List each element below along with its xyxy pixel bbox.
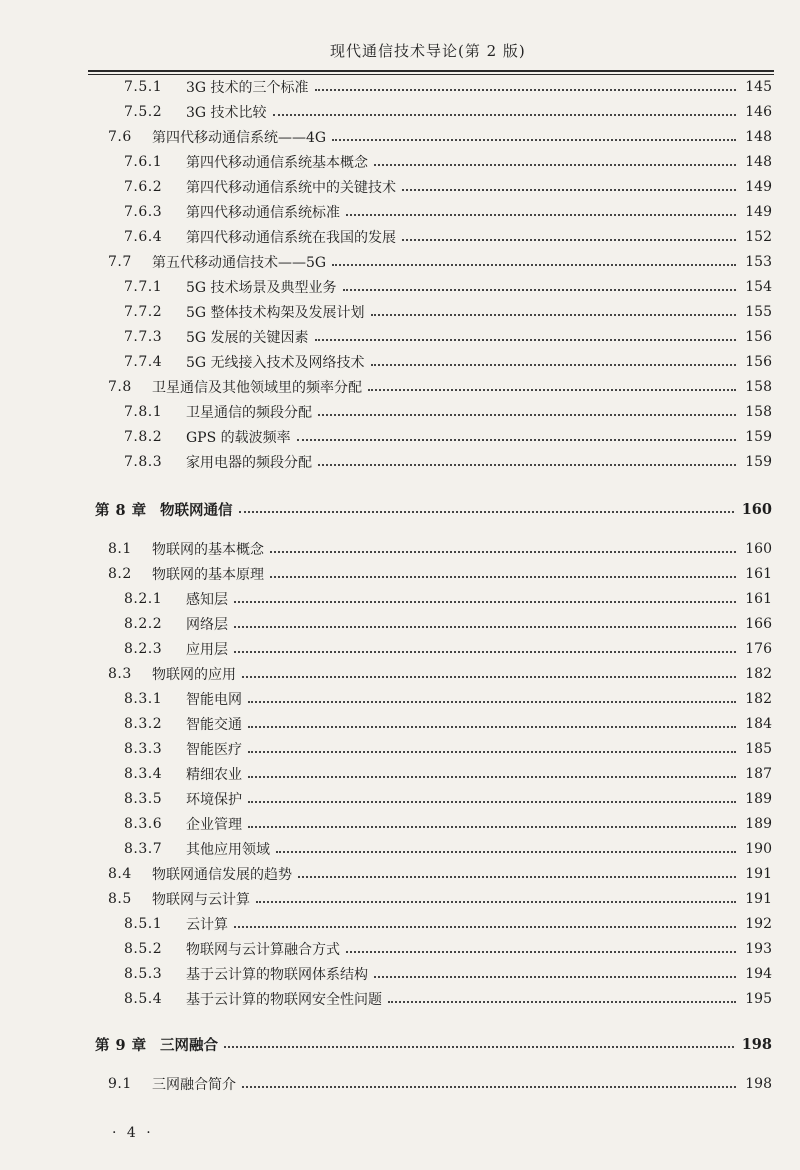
toc-entry-number: 7.7.3 (124, 329, 163, 345)
toc-leader-dots (234, 626, 736, 628)
toc-leader-dots (371, 364, 736, 366)
toc-leader-dots (332, 264, 736, 266)
toc-entry-page: 185 (745, 741, 772, 757)
toc-entry-title: 智能交通 (186, 717, 242, 733)
toc-leader-dots (242, 1086, 736, 1088)
toc-entry-page: 182 (745, 666, 772, 682)
toc-entry (108, 863, 772, 885)
toc-leader-dots (318, 464, 736, 466)
toc-leader-dots (242, 676, 736, 678)
toc-chapter-entry (95, 1033, 772, 1055)
toc-entry (124, 176, 772, 198)
toc-entry (124, 688, 772, 710)
toc-entry-title: 卫星通信的频段分配 (186, 405, 312, 421)
toc-entry-title: 企业管理 (186, 817, 242, 833)
toc-entry-page: 192 (745, 916, 772, 932)
toc-entry-number: 7.7.4 (124, 354, 163, 370)
toc-leader-dots (371, 314, 736, 316)
toc-entry-page: 149 (745, 204, 772, 220)
toc-entry-page: 166 (745, 616, 772, 632)
toc-leader-dots (402, 239, 736, 241)
toc-entry-page: 187 (745, 766, 772, 782)
toc-entry-number: 7.6 (108, 129, 132, 145)
toc-entry (124, 426, 772, 448)
toc-leader-dots (402, 189, 736, 191)
toc-entry-page: 161 (745, 591, 772, 607)
toc-entry-page: 160 (745, 541, 772, 557)
toc-entry-number: 8.5.4 (124, 991, 163, 1007)
toc-entry-page: 154 (745, 279, 772, 295)
toc-leader-dots (318, 414, 736, 416)
toc-entry (124, 276, 772, 298)
toc-entry-number: 8.1 (108, 541, 132, 557)
toc-leader-dots (298, 876, 736, 878)
toc-leader-dots (297, 439, 736, 441)
toc-entry-number: 8.3.2 (124, 716, 163, 732)
toc-entry (124, 988, 772, 1010)
toc-entry-page: 149 (745, 179, 772, 195)
toc-entry-page: 198 (741, 1035, 772, 1053)
toc-entry (124, 326, 772, 348)
toc-entry-title: 智能电网 (186, 692, 242, 708)
toc-entry-title: 5G 发展的关键因素 (186, 330, 309, 346)
toc-leader-dots (332, 139, 736, 141)
toc-entry-page: 152 (745, 229, 772, 245)
toc-entry-page: 160 (741, 500, 772, 518)
toc-entry-title: 3G 技术比较 (186, 105, 267, 121)
toc-entry-title: 环境保护 (186, 792, 242, 808)
toc-entry (108, 538, 772, 560)
toc-entry-page: 176 (745, 641, 772, 657)
toc-entry-number: 7.6.2 (124, 179, 163, 195)
toc-entry-title: 精细农业 (186, 767, 242, 783)
toc-entry (108, 126, 772, 148)
toc-entry-number: 8.5.1 (124, 916, 163, 932)
toc-entry-title: 第四代移动通信系统——4G (152, 130, 327, 146)
toc-entry-number: 8.2.2 (124, 616, 163, 632)
toc-entry (124, 913, 772, 935)
toc-entry (124, 226, 772, 248)
toc-entry-number: 第 9 章 (95, 1036, 147, 1054)
toc-entry-title: 5G 整体技术构架及发展计划 (186, 305, 365, 321)
toc-leader-dots (248, 701, 736, 703)
toc-leader-dots (346, 214, 736, 216)
toc-entry-number: 9.1 (108, 1076, 132, 1092)
toc-entry-page: 156 (745, 354, 772, 370)
toc-leader-dots (224, 1046, 734, 1048)
toc-entry-page: 159 (745, 429, 772, 445)
toc-entry-number: 8.5.3 (124, 966, 163, 982)
toc-entry-title: 感知层 (186, 592, 228, 608)
toc-entry-number: 7.8 (108, 379, 132, 395)
toc-entry (124, 638, 772, 660)
toc-entry-number: 8.3.4 (124, 766, 163, 782)
toc-entry-title: 物联网与云计算 (152, 892, 250, 908)
toc-entry-title: 物联网与云计算融合方式 (186, 942, 340, 958)
header-rule-thick (88, 70, 774, 72)
toc-entry-title: 物联网的应用 (152, 667, 236, 683)
toc-leader-dots (343, 289, 736, 291)
toc-entry-number: 7.5.2 (124, 104, 163, 120)
toc-entry-title: 其他应用领域 (186, 842, 270, 858)
toc-entry-title: 三网融合 (160, 1036, 218, 1054)
toc-entry-page: 195 (745, 991, 772, 1007)
toc-entry-number: 7.5.1 (124, 79, 163, 95)
toc-entry (108, 663, 772, 685)
toc-entry-page: 156 (745, 329, 772, 345)
toc-leader-dots (234, 651, 736, 653)
toc-entry-page: 158 (745, 404, 772, 420)
toc-leader-dots (374, 164, 736, 166)
toc-entry (124, 151, 772, 173)
toc-entry-number: 7.8.2 (124, 429, 163, 445)
toc-entry-number: 8.2.3 (124, 641, 163, 657)
toc-leader-dots (270, 551, 736, 553)
toc-entry-title: 卫星通信及其他领域里的频率分配 (152, 380, 362, 396)
toc-entry (124, 838, 772, 860)
toc-entry (124, 401, 772, 423)
toc-entry-title: 3G 技术的三个标准 (186, 80, 309, 96)
toc-entry-number: 7.6.1 (124, 154, 163, 170)
toc-entry-number: 7.8.1 (124, 404, 163, 420)
toc-leader-dots (315, 339, 736, 341)
toc-leader-dots (248, 776, 736, 778)
toc-entry (108, 563, 772, 585)
toc-leader-dots (239, 511, 734, 513)
toc-entry-number: 8.2.1 (124, 591, 163, 607)
toc-leader-dots (374, 976, 736, 978)
toc-entry (124, 788, 772, 810)
toc-entry-page: 158 (745, 379, 772, 395)
toc-entry-number: 8.2 (108, 566, 132, 582)
toc-leader-dots (256, 901, 736, 903)
toc-entry-number: 7.8.3 (124, 454, 163, 470)
toc-entry (124, 813, 772, 835)
toc-entry-page: 189 (745, 791, 772, 807)
toc-entry-number: 7.6.3 (124, 204, 163, 220)
toc-entry-number: 8.5 (108, 891, 132, 907)
toc-entry-page: 190 (745, 841, 772, 857)
toc-entry-page: 146 (745, 104, 772, 120)
toc-entry (124, 588, 772, 610)
toc-entry (124, 938, 772, 960)
toc-entry (124, 713, 772, 735)
toc-entry (124, 351, 772, 373)
toc-entry-page: 191 (745, 866, 772, 882)
toc-entry-title: 物联网通信 (160, 501, 233, 519)
toc-entry-page: 184 (745, 716, 772, 732)
toc-entry-title: 第四代移动通信系统中的关键技术 (186, 180, 396, 196)
toc-entry-title: 应用层 (186, 642, 228, 658)
toc-entry-title: 5G 无线接入技术及网络技术 (186, 355, 365, 371)
toc-entry-number: 7.7 (108, 254, 132, 270)
toc-entry-title: 三网融合简介 (152, 1077, 236, 1093)
toc-entry-number: 7.6.4 (124, 229, 163, 245)
toc-entry-title: 云计算 (186, 917, 228, 933)
toc-leader-dots (234, 926, 736, 928)
toc-entry-title: 物联网的基本原理 (152, 567, 264, 583)
toc-entry-page: 159 (745, 454, 772, 470)
toc-entry-page: 153 (745, 254, 772, 270)
toc-entry-title: 基于云计算的物联网体系结构 (186, 967, 368, 983)
toc-entry-title: 第四代移动通信系统在我国的发展 (186, 230, 396, 246)
toc-entry-page: 182 (745, 691, 772, 707)
toc-entry-page: 148 (745, 154, 772, 170)
toc-entry-title: 家用电器的频段分配 (186, 455, 312, 471)
toc-entry-title: 物联网通信发展的趋势 (152, 867, 292, 883)
toc-leader-dots (248, 751, 736, 753)
toc-leader-dots (368, 389, 736, 391)
toc-entry-title: 第五代移动通信技术——5G (152, 255, 327, 271)
toc-entry (124, 301, 772, 323)
toc-leader-dots (248, 726, 736, 728)
header-title: 现代通信技术导论(第 2 版) (330, 42, 526, 60)
toc-entry-number: 8.3.7 (124, 841, 163, 857)
toc-leader-dots (248, 826, 736, 828)
toc-entry (124, 763, 772, 785)
toc-entry-number: 7.7.1 (124, 279, 163, 295)
toc-entry (108, 251, 772, 273)
toc-leader-dots (248, 801, 736, 803)
toc-entry-page: 161 (745, 566, 772, 582)
toc-leader-dots (388, 1001, 736, 1003)
toc-entry-page: 148 (745, 129, 772, 145)
toc-chapter-entry (95, 498, 772, 520)
toc-entry (124, 963, 772, 985)
toc-entry (124, 451, 772, 473)
header-rule-thin (88, 74, 774, 75)
toc-entry-page: 189 (745, 816, 772, 832)
toc-entry-number: 8.3 (108, 666, 132, 682)
toc-entry-page: 198 (745, 1076, 772, 1092)
toc-leader-dots (346, 951, 736, 953)
toc-entry (124, 101, 772, 123)
page-number: · 4 · (112, 1125, 154, 1141)
toc-entry-title: 智能医疗 (186, 742, 242, 758)
toc-entry-title: 基于云计算的物联网安全性问题 (186, 992, 382, 1008)
toc-entry (108, 888, 772, 910)
toc-entry-page: 194 (745, 966, 772, 982)
toc-entry-number: 8.3.3 (124, 741, 163, 757)
toc-entry-page: 155 (745, 304, 772, 320)
toc-entry (124, 201, 772, 223)
toc-entry-title: 第四代移动通信系统基本概念 (186, 155, 368, 171)
toc-entry (108, 1073, 772, 1095)
toc-entry (108, 376, 772, 398)
toc-entry-number: 8.3.1 (124, 691, 163, 707)
toc-entry-page: 145 (745, 79, 772, 95)
toc-leader-dots (234, 601, 736, 603)
toc-entry-page: 191 (745, 891, 772, 907)
toc-entry-number: 8.4 (108, 866, 132, 882)
toc-entry (124, 613, 772, 635)
toc-leader-dots (270, 576, 736, 578)
toc-entry-number: 8.3.5 (124, 791, 163, 807)
toc-entry-title: 网络层 (186, 617, 228, 633)
toc-leader-dots (315, 89, 736, 91)
toc-entry-title: GPS 的载波频率 (186, 430, 291, 446)
toc-leader-dots (276, 851, 736, 853)
toc-entry-number: 8.3.6 (124, 816, 163, 832)
toc-entry-title: 物联网的基本概念 (152, 542, 264, 558)
toc-entry-title: 第四代移动通信系统标准 (186, 205, 340, 221)
toc-entry-number: 8.5.2 (124, 941, 163, 957)
toc-entry-title: 5G 技术场景及典型业务 (186, 280, 337, 296)
toc-entry (124, 738, 772, 760)
toc-entry (124, 76, 772, 98)
toc-entry-number: 第 8 章 (95, 501, 147, 519)
toc-entry-page: 193 (745, 941, 772, 957)
toc-entry-number: 7.7.2 (124, 304, 163, 320)
toc-leader-dots (273, 114, 736, 116)
